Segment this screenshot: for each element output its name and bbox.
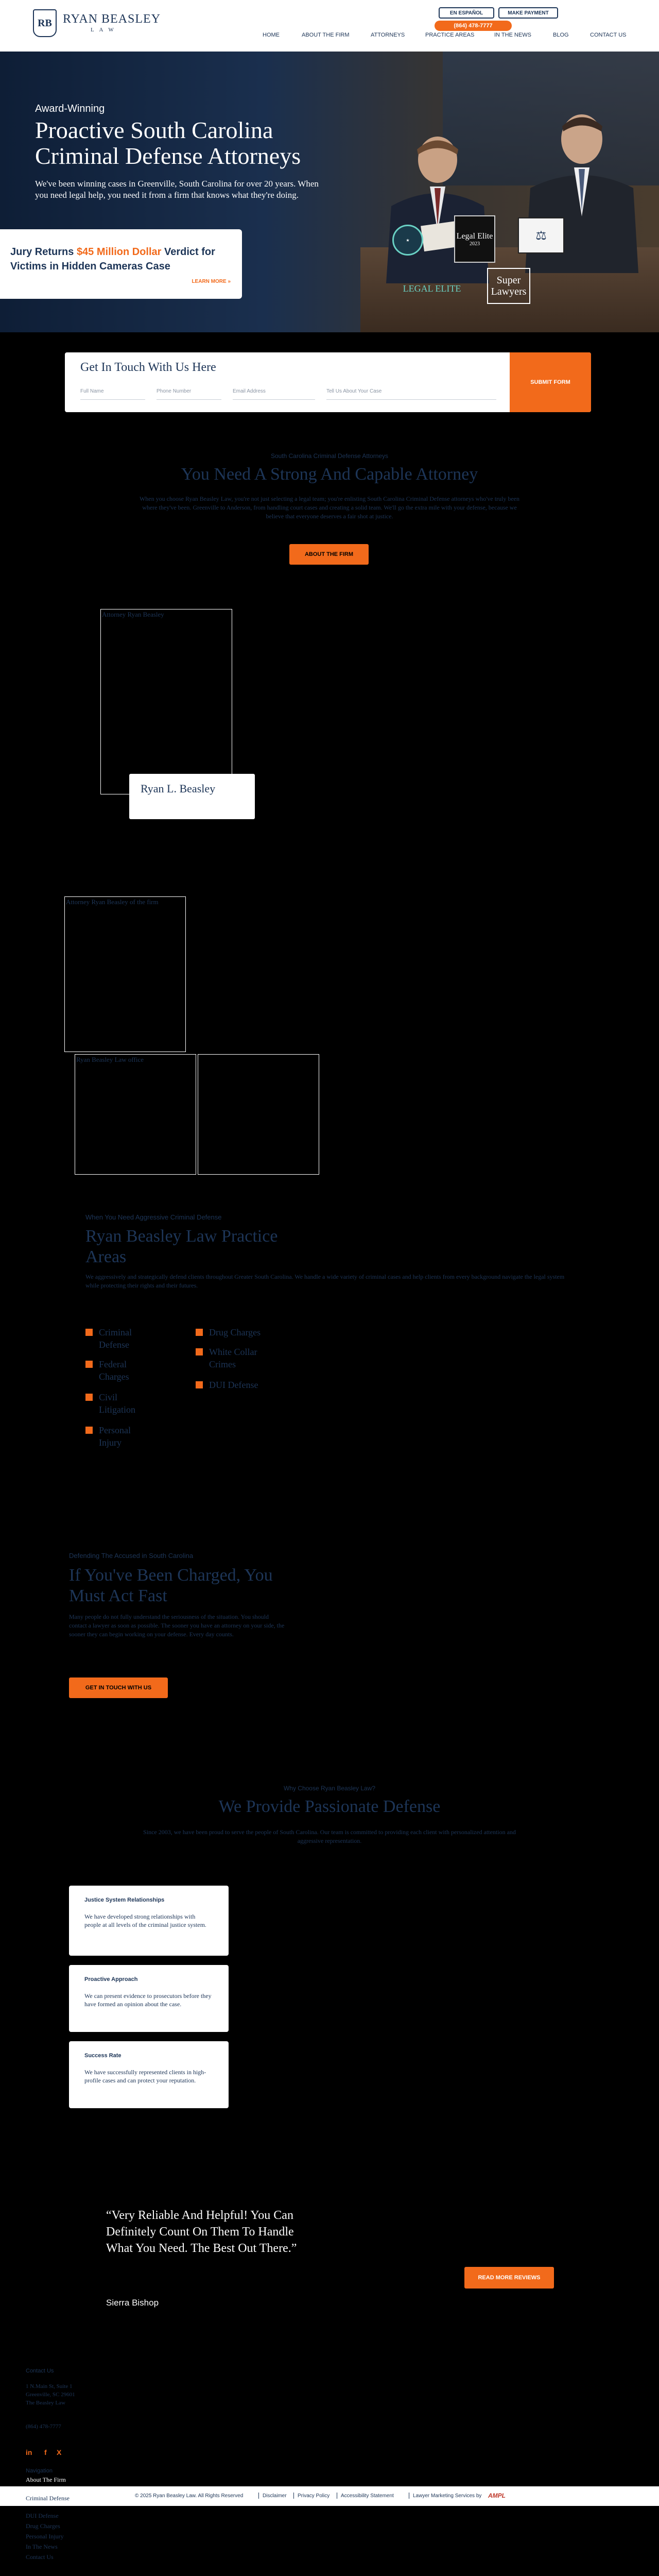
footer-address-2: Greenville, SC 29601 — [26, 2392, 75, 2398]
logo-sub: L A W — [91, 27, 116, 33]
footer-address-1: 1 N.Main St, Suite 1 — [26, 2383, 73, 2389]
office-photo-frame — [75, 1054, 196, 1175]
practice-label: DUI Defense — [209, 1380, 258, 1390]
facebook-icon[interactable]: f — [44, 2448, 47, 2456]
practice-kicker: When You Need Aggressive Criminal Defense — [85, 1213, 222, 1221]
practice-title: Ryan Beasley Law Practice Areas — [85, 1227, 278, 1266]
practice-item-criminal-defense[interactable] — [85, 1326, 150, 1351]
practice-label: Federal Charges — [99, 1359, 129, 1382]
footer-link-dui[interactable]: DUI Defense — [26, 2512, 59, 2519]
contact-form-title: Get In Touch With Us Here — [80, 361, 216, 374]
verdict-amount: $45 Million Dollar — [76, 246, 162, 258]
hero-kicker: Award-Winning — [35, 103, 105, 114]
feature-title: Proactive Approach — [84, 1976, 138, 1982]
hero-title: Proactive South Carolina Criminal Defense Attorneys — [35, 117, 301, 169]
practice-item-personal-injury[interactable] — [85, 1424, 150, 1449]
bullet-square-icon — [85, 1361, 93, 1368]
footer-link-contact[interactable]: Contact Us — [26, 2553, 54, 2561]
phone-button[interactable]: (864) 478-7777 — [435, 21, 512, 31]
copyright-text: © 2025 Ryan Beasley Law. All Rights Reserved — [135, 2493, 244, 2499]
email-field[interactable]: Email Address — [233, 384, 315, 400]
legal-elite-year: 2023 — [470, 241, 480, 247]
charged-body: Many people do not fully understand the seriousness of the situation. You should contact a lawyer as soon as possible. The sooner you have an attorney on your side, the sooner they can begin working on your defense. Every day counts. — [69, 1613, 285, 1638]
legal-elite-text: Legal Elite — [456, 231, 493, 241]
nav-in-the-news[interactable]: IN THE NEWS — [494, 32, 531, 38]
firm-photo-frame — [64, 896, 186, 1052]
feature-card-proactive — [69, 1965, 229, 2032]
privacy-link[interactable]: Privacy Policy — [298, 2493, 330, 2499]
phone-field[interactable]: Phone Number — [157, 384, 221, 400]
hero-intro: We've been winning cases in Greenville, South Carolina for over 20 years. When you need legal help, you need it from a firm that knows what they're doing. — [35, 179, 319, 200]
attorney-name: Ryan L. Beasley — [141, 782, 216, 795]
practice-item-civil-litigation[interactable] — [85, 1391, 150, 1416]
attorney-photo-caption: Attorney Ryan Beasley — [102, 611, 164, 618]
bullet-square-icon — [196, 1381, 203, 1388]
about-firm-button[interactable]: ABOUT THE FIRM — [289, 544, 369, 565]
charged-title: If You've Been Charged, You Must Act Fast — [69, 1566, 273, 1605]
linkedin-icon[interactable]: in — [26, 2448, 32, 2456]
marketing-link[interactable]: Lawyer Marketing Services by — [413, 2493, 482, 2499]
x-twitter-icon[interactable]: X — [57, 2448, 62, 2456]
attorney-photo-frame — [100, 609, 232, 794]
separator — [258, 2493, 259, 2499]
team-photo-frame — [198, 1054, 319, 1175]
nav-practice-areas[interactable]: PRACTICE AREAS — [425, 32, 475, 38]
footer-link-about[interactable]: About The Firm — [26, 2476, 66, 2483]
firm-photo-caption: Attorney Ryan Beasley of the firm — [66, 898, 159, 906]
office-photo-caption: Ryan Beasley Law office — [76, 1056, 144, 1063]
verdict-card[interactable] — [0, 229, 242, 299]
scales-badge-icon: ⚖ — [518, 217, 564, 253]
bullet-square-icon — [196, 1348, 203, 1355]
accessibility-link[interactable]: Accessibility Statement — [341, 2493, 394, 2499]
feature-body: We can present evidence to prosecutors before they have formed an opinion about the case. — [84, 1992, 212, 2008]
practice-label: Personal Injury — [99, 1425, 131, 1448]
nav-about[interactable]: ABOUT THE FIRM — [302, 32, 350, 38]
contact-form — [65, 352, 591, 412]
charged-kicker: Defending The Accused in South Carolina — [69, 1552, 194, 1560]
why-kicker: Why Choose Ryan Beasley Law? — [283, 1785, 376, 1792]
bullet-square-icon — [85, 1329, 93, 1336]
footer-link-drug[interactable]: Drug Charges — [26, 2522, 60, 2530]
footer-phone[interactable]: (864) 478-7777 — [26, 2424, 61, 2430]
practice-label: Criminal Defense — [99, 1327, 132, 1350]
feature-card-success — [69, 2041, 229, 2108]
practice-item-drug-charges[interactable] — [196, 1326, 276, 1338]
legal-elite-badge — [454, 215, 495, 263]
practice-label: Civil Litigation — [99, 1392, 135, 1415]
read-reviews-button[interactable]: READ MORE REVIEWS — [464, 2267, 554, 2289]
verdict-prefix: Jury Returns — [10, 246, 77, 258]
agency-logo[interactable]: AMPL — [488, 2492, 506, 2499]
footer-address-3: The Beasley Law — [26, 2400, 65, 2406]
get-in-touch-button[interactable]: GET IN TOUCH WITH US — [69, 1677, 168, 1698]
bullet-square-icon — [196, 1329, 203, 1336]
why-title: We Provide Passionate Defense — [218, 1797, 441, 1816]
footer-contact-head: Contact Us — [26, 2368, 54, 2374]
full-name-field[interactable]: Full Name — [80, 384, 145, 400]
feature-title: Success Rate — [84, 2053, 122, 2059]
footer-link-injury[interactable]: Personal Injury — [26, 2533, 64, 2540]
practice-label: White Collar Crimes — [209, 1347, 257, 1369]
feature-body: We have developed strong relationships with people at all levels of the criminal justice system. — [84, 1913, 206, 1928]
footer-nav-head: Navigation — [26, 2468, 53, 2474]
about-title: You Need A Strong And Capable Attorney — [181, 465, 478, 484]
disclaimer-link[interactable]: Disclaimer — [263, 2493, 287, 2499]
practice-item-dui-defense[interactable] — [196, 1379, 276, 1391]
verdict-headline — [10, 245, 227, 274]
bullet-square-icon — [85, 1427, 93, 1434]
nav-blog[interactable]: BLOG — [553, 32, 569, 38]
verdict-suffix: Verdict for Victims in Hidden Cameras Case — [10, 246, 215, 272]
testimonial-quote: “Very Reliable And Helpful! You Can Definitely Count On Them To Handle What You Need. The Best Out There.” — [106, 2209, 297, 2255]
submit-form-button[interactable]: SUBMIT FORM — [510, 352, 591, 412]
about-kicker: South Carolina Criminal Defense Attorneys — [270, 452, 389, 460]
practice-item-white-collar[interactable] — [196, 1346, 276, 1370]
site-header — [0, 0, 659, 52]
copyright-bar — [0, 2486, 659, 2506]
award-badge-icon: ★ — [392, 225, 423, 256]
super-lawyers-badge: Super Lawyers — [487, 268, 530, 304]
testimonial-author: Sierra Bishop — [106, 2298, 159, 2308]
practice-label: Drug Charges — [209, 1327, 261, 1337]
nav-home[interactable]: HOME — [263, 32, 280, 38]
footer-link-criminal-defense[interactable]: Criminal Defense — [26, 2495, 70, 2502]
feature-title: Justice System Relationships — [84, 1897, 165, 1903]
bullet-square-icon — [85, 1394, 93, 1401]
nav-attorneys[interactable]: ATTORNEYS — [371, 32, 405, 38]
learn-more-link[interactable]: LEARN MORE » — [192, 279, 231, 284]
footer-link-news[interactable]: In The News — [26, 2543, 58, 2550]
practice-body: We aggressively and strategically defend clients throughout Greater South Carolina. We handle a wide variety of criminal cases and help clients from every background navigate the legal system while protecting their rights and their futures. — [85, 1273, 565, 1289]
attorney-name-card[interactable] — [129, 774, 255, 819]
separator — [293, 2493, 294, 2499]
hero-section — [0, 52, 659, 332]
logo-mark[interactable]: RB — [33, 9, 57, 37]
legal-elite-logo: LEGAL ELITE — [403, 283, 461, 294]
feature-card-relationships — [69, 1886, 229, 1956]
espanol-button[interactable]: EN ESPAÑOL — [439, 7, 494, 19]
case-field[interactable]: Tell Us About Your Case — [326, 384, 496, 400]
nav-contact[interactable]: CONTACT US — [590, 32, 627, 38]
feature-body: We have successfully represented clients in high-profile cases and can protect your reputation. — [84, 2069, 206, 2084]
practice-item-federal-charges[interactable] — [85, 1358, 150, 1383]
why-body: Since 2003, we have been proud to serve the people of South Carolina. Our team is committed to providing each client with personalized attention and aggressive representation. — [143, 1828, 516, 1844]
logo-name[interactable]: RYAN BEASLEY — [63, 12, 161, 26]
about-body: When you choose Ryan Beasley Law, you're not just selecting a legal team; you're enlisting South Carolina Criminal Defense attorneys who've truly been where they've been. Greenville to Anderson, from handling court cases and creating a solid team. We'll go the extra mile with your defense, because we believe that everyone deserves a fair shot at justice. — [139, 495, 520, 520]
make-payment-button[interactable]: MAKE PAYMENT — [498, 7, 558, 19]
